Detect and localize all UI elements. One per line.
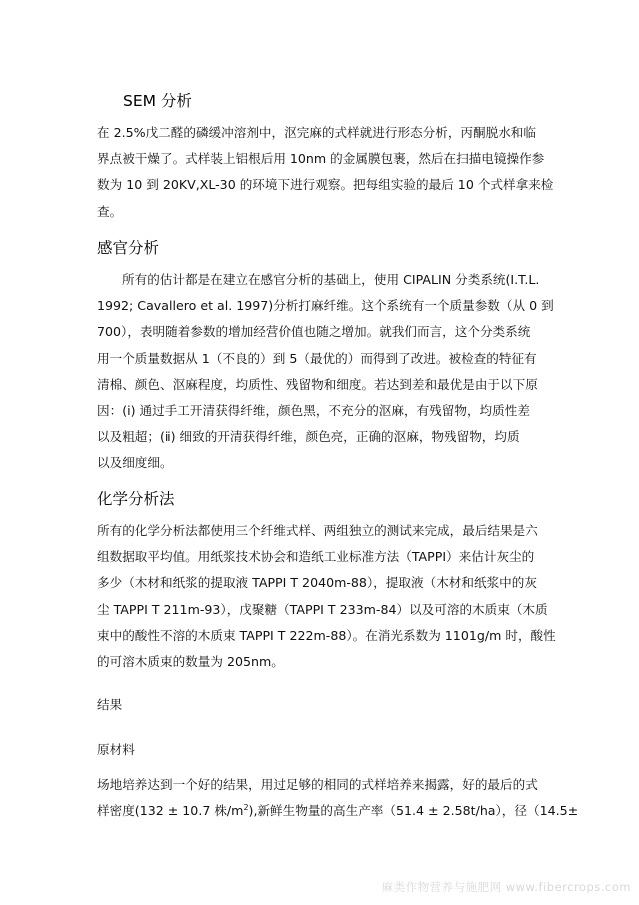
sensory-line: 700），表明随着参数的增加经营价值也随之增加。就我们而言，这个分类系统 <box>97 324 531 340</box>
unit-superscript: 2 <box>243 803 249 813</box>
raw-materials-subheading: 原材料 <box>97 742 135 757</box>
sensory-line: 用一个质量数据从 1（不良的）到 5（最优的）而得到了改进。被检查的特征有 <box>97 350 537 366</box>
results-paragraph <box>97 772 579 824</box>
results-line2-pre: 样密度(132 ± 10.7 株/m <box>97 803 244 819</box>
sensory-paragraph <box>97 267 554 477</box>
sensory-line: 所有的估计都是在建立在感官分析的基础上，使用 CIPALIN 分类系统(I.T.L. <box>122 272 540 287</box>
sensory-line: 清棉、颜色、沤麻程度，均质性、残留物和细度。若达到差和最优是由于以下原 <box>97 376 538 392</box>
sensory-line: 因：(ⅰ) 通过手工开清获得纤维，颜色黑，不充分的沤麻，有残留物，均质性差 <box>97 403 530 419</box>
chemical-line: 尘 TAPPI T 211m-93），戊聚糖（TAPPI T 233m-84）以及可溶的木质束（木质 <box>97 601 548 617</box>
site-watermark: 麻类作物营养与施肥网 www.fibercrops.com <box>381 880 631 894</box>
sem-line: 在 2.5%戊二醛的磷缓冲溶剂中，沤完麻的式样就进行形态分析，丙酮脱水和临 <box>97 125 536 140</box>
sem-heading: SEM 分析 <box>123 92 192 110</box>
sensory-line: 以及粗超；(ⅱ) 细致的开清获得纤维，颜色亮，正确的沤麻，物残留物，均质 <box>97 429 520 445</box>
sensory-line: 1992; Cavallero et al. 1997)分析打麻纤维。这个系统有一个质量参数（从 0 到 <box>97 298 554 314</box>
chemical-line: 多少（木材和纸浆的提取液 TAPPI T 2040m-88），提取液（木材和纸浆中的灰 <box>97 575 537 591</box>
sem-line: 数为 10 到 20KV,XL-30 的环境下进行观察。把每组实验的最后 10 个式样拿来检 <box>97 177 554 193</box>
chemical-paragraph <box>97 518 556 675</box>
chemical-line: 束中的酸性不溶的木质束 TAPPI T 222m-88）。在消光系数为 1101g/m 时，酸性 <box>97 627 556 643</box>
results-line2-post: ),新鲜生物量的高生产率（51.4 ± 2.58t/ha），径（14.5± <box>248 803 579 819</box>
chemical-line: 的可溶木质束的数量为 205nm。 <box>97 654 284 670</box>
results-heading: 结果 <box>97 697 123 712</box>
chemical-heading: 化学分析法 <box>97 490 175 508</box>
results-line <box>97 798 579 824</box>
results-line: 场地培养达到一个好的结果，用过足够的相同的式样培养来揭露，好的最后的式 <box>97 777 538 792</box>
sem-line: 界点被干燥了。式样装上铝根后用 10nm 的金属膜包裹，然后在扫描电镜操作参 <box>97 151 545 167</box>
chemical-line: 组数据取平均值。用纸浆技术协会和造纸工业标准方法（TAPPI）来估计灰尘的 <box>97 549 535 565</box>
sem-line: 查。 <box>97 203 123 219</box>
sensory-heading: 感官分析 <box>97 239 160 257</box>
sensory-line: 以及细度细。 <box>97 455 173 471</box>
chemical-line: 所有的化学分析法都使用三个纤维式样、两组独立的测试来完成，最后结果是六 <box>97 523 538 538</box>
sem-paragraph <box>97 120 554 225</box>
